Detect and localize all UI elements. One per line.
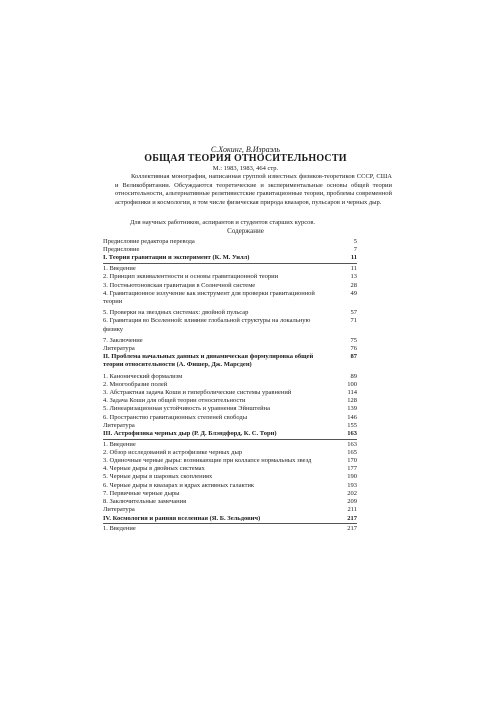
toc-entry-page: 13 [350,273,357,281]
toc-entry-title: 3. Одиночные черные дыры: возникающие при коллапсе нормальных звезд [103,457,312,465]
toc-entry-title: 6. Черные дыры в квазарах и ядрах активных галактик [103,481,255,489]
toc-entry-page: 217 [347,514,357,522]
toc-entry [103,265,357,273]
toc-entry-page: 114 [347,388,357,396]
toc-entry-page: 211 [347,506,357,514]
toc-entry-page: 11 [350,265,357,273]
toc-entry-title: 5. Линеаризационная устойчивость и уравнения Эйнштейна [103,405,270,413]
book-authors: С.Хокинг, В.Израэль [210,145,281,154]
toc-entry-page: 76 [350,344,357,352]
toc-entry-title: III. Астрофизика черных дыр (Р. Д. Блэндфорд, К. С. Торн) [103,429,277,437]
toc-entry [103,465,357,473]
toc-entry [103,414,357,422]
toc-entry-title: 2. Многообразие полей [103,380,168,388]
toc-entry-page: 177 [347,465,357,473]
toc-entry-page: 89 [350,372,357,380]
toc-entry [103,273,357,281]
toc-entry-title: 2. Принцип эквивалентности и основы гравитационной теории [103,273,279,281]
publication-info: М.: 1983, 1983, 464 стр. [212,165,279,172]
toc-entry [103,430,357,438]
table-of-contents [103,238,357,533]
section-divider [103,523,357,524]
toc-entry [103,397,357,405]
toc-entry-title: I. Теория гравитации и эксперимент (К. М. Уилл) [103,254,250,262]
toc-entry [103,381,357,389]
toc-entry-title: 7. Первичные черные дыры [103,489,180,497]
toc-entry [103,482,357,490]
toc-entry-title: 8. Заключительные замечания [103,498,187,506]
toc-entry [103,290,357,306]
toc-entry-page: 217 [347,525,357,533]
toc-entry [103,317,357,333]
toc-entry [103,525,357,533]
toc-entry-title: 5. Черные дыры в шаровых скоплениях [103,473,213,481]
toc-entry-title: IV. Космология и ранняя вселенная (Я. Б. Зельдович) [103,514,261,522]
toc-entry-page: 193 [347,481,357,489]
toc-entry [103,345,357,353]
toc-entry-page: 163 [347,429,357,437]
toc-entry-page: 165 [347,448,357,456]
toc-entry-title: 4. Задача Коши для общей теории относительности [103,397,246,405]
toc-entry-page: 71 [350,317,357,325]
toc-entry [103,515,357,523]
toc-entry-page: 202 [347,489,357,497]
toc-entry-title: 4. Гравитационное излучение как инструмент для проверки гравитационной теории [103,289,315,305]
toc-entry [103,457,357,465]
toc-entry [103,473,357,481]
toc-entry-title: 1. Введение [103,525,136,533]
toc-entry [103,282,357,290]
contents-heading: Содержание [227,227,264,235]
toc-entry-page: 100 [347,380,357,388]
section-divider [103,263,357,264]
toc-entry-page: 49 [350,289,357,297]
toc-entry-page: 11 [350,254,357,262]
toc-entry-title: 4. Черные дыры в двойных системах [103,465,205,473]
toc-entry [103,490,357,498]
toc-entry-title: 1. Введение [103,440,136,448]
toc-entry-title: 2. Обзор исследований в астрофизике черных дыр [103,448,243,456]
toc-entry [103,238,357,246]
toc-entry-page: 139 [347,405,357,413]
toc-entry-title: 7. Заключение [103,336,143,344]
toc-entry-title: 6. Пространство гравитационных степеней свободы [103,413,248,421]
toc-entry-title: II. Проблема начальных данных и динамическая формулировка общей теории относительности (А. Фишер, Дж. Марсден) [103,353,314,369]
toc-entry-title: 6. Гравитация во Вселенной: влияние глобальной структуры на локальную физику [103,317,311,333]
toc-entry [103,353,357,369]
toc-entry-title: 1. Канонический формализм [103,372,183,380]
toc-entry-page: 28 [350,281,357,289]
toc-entry-page: 155 [347,421,357,429]
book-title: ОБЩАЯ ТЕОРИЯ ОТНОСИТЕЛЬНОСТИ [144,153,347,164]
toc-entry-title: Литература [103,344,135,352]
toc-entry [103,309,357,317]
toc-entry [103,389,357,397]
toc-entry-page: 7 [353,246,357,254]
toc-entry-page: 87 [350,353,357,361]
toc-entry-page: 57 [350,309,357,317]
section-divider [103,439,357,440]
toc-entry-page: 163 [347,440,357,448]
toc-entry [103,422,357,430]
toc-entry-page: 190 [347,473,357,481]
toc-entry [103,449,357,457]
toc-entry [103,373,357,381]
toc-entry-title: 1. Введение [103,265,136,273]
toc-entry-page: 128 [347,397,357,405]
toc-entry-title: 3. Абстрактная задача Коши и гиперболические системы уравнений [103,388,292,396]
toc-entry-page: 5 [353,238,357,245]
toc-entry [103,337,357,345]
toc-entry-title: Предисловие [103,246,140,254]
toc-entry [103,441,357,449]
toc-entry-page: 170 [347,457,357,465]
toc-entry [103,254,357,262]
toc-entry-page: 209 [347,498,357,506]
toc-entry-page: 146 [347,413,357,421]
toc-entry-title: Литература [103,421,135,429]
audience-note: Для научных работников, аспирантов и студентов старших курсов. [130,219,316,226]
toc-entry-title: Литература [103,506,135,514]
toc-entry [103,246,357,254]
toc-entry [103,498,357,506]
toc-entry [103,506,357,514]
toc-entry-title: 5. Проверки на звездных системах: двойной пульсар [103,309,249,317]
toc-entry-title: Предисловие редактора перевода [103,238,195,245]
book-description: Коллективная монография, написанная группой известных физиков-теоретиков СССР, США и Великобритании. Обсуждаются теоретические и экспериментальные основы общей теории относительности, альтернативные релятивистские гравитационные теории, проблемы современной астрофизики и космологии, в том числе физическая природа квазаров, пульсаров и черных дыр. [115,173,392,207]
toc-entry-title: 3. Постньютоновская гравитация в Солнечной системе [103,281,256,289]
toc-entry-page: 75 [350,336,357,344]
toc-entry [103,405,357,413]
